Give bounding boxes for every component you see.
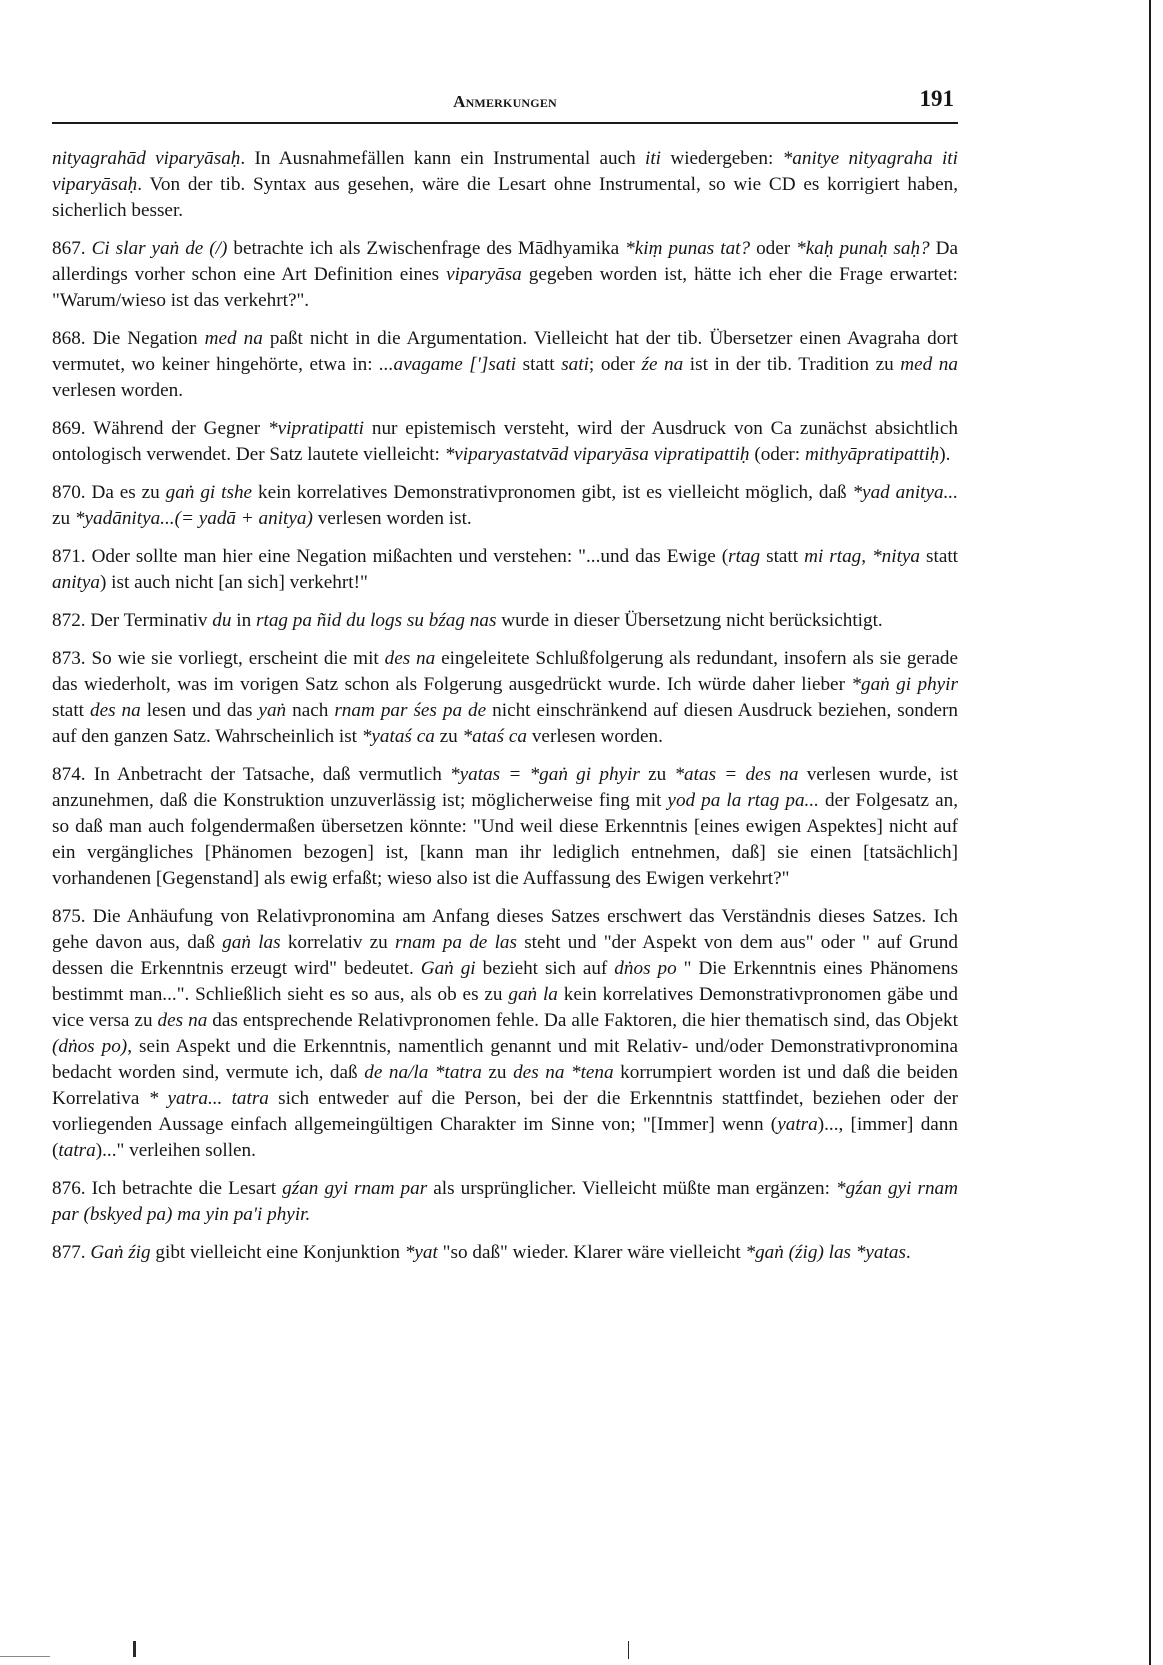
italic-term: viparyāsa: [446, 264, 522, 285]
note-text: Die Anhäufung von Relativpronomina am Anfang dieses Satzes erschwert das Verständnis dieses Satzes. Ich gehe davon aus, daß: [52, 906, 959, 953]
italic-term: de na/la *tatra: [364, 1062, 482, 1083]
note-text: paßt nicht in die Argumentation. Vielleicht hat der tib. Übersetzer einen Avagraha dort vermutet, wo keiner hingehörte, etwa in:: [52, 328, 959, 375]
note-text: nicht einschränkend auf diesen Ausdruck beziehen, sondern auf den ganzen Satz. Wahrscheinlich ist: [52, 700, 958, 747]
italic-term: rnam par śes pa de: [334, 700, 487, 721]
note-paragraph: [52, 146, 958, 224]
note-paragraph: [52, 608, 958, 634]
italic-term: źe na: [641, 354, 684, 375]
note-text: zu: [52, 508, 75, 529]
italic-term: des na: [89, 700, 141, 721]
note-text: Während der Gegner: [93, 418, 269, 439]
note-text: gegeben worden ist, hätte ich eher die Frage erwartet: "Warum/wieso ist das verkehrt?".: [52, 264, 958, 311]
note-text: nach: [286, 700, 335, 721]
note-text: als ursprünglicher. Vielleicht müßte man ergänzen:: [427, 1178, 837, 1199]
note-text: korrelativ zu: [280, 932, 396, 953]
note-text: (oder:: [749, 444, 805, 465]
note-paragraph: [52, 762, 958, 892]
italic-term: dṅos po: [614, 958, 677, 979]
italic-term: des na *tena: [513, 1062, 614, 1083]
note-number: 870.: [52, 482, 86, 503]
note-paragraph: [52, 1240, 958, 1266]
note-paragraph: [52, 416, 958, 468]
note-text: der Folgesatz an, so daß man auch folgendermaßen übersetzen könnte: "Und weil diese Erkenntnis [eines ewigen Aspektes] nicht auf ein vergängliches [Phänomen bezogen] ist, [kann man ihr lediglich entnehmen, daß] sie einen [tatsächlich] vorhandenen [Gegenstand] als ewig erfaßt; wieso also ist die Auffassung des Ewigen verkehrt?": [52, 790, 958, 889]
italic-term: des na: [157, 1010, 208, 1031]
note-paragraph: [52, 904, 958, 1164]
italic-term: *anitye nityagraha iti viparyāsaḥ: [52, 148, 958, 195]
note-text: "so daß" wieder. Klarer wäre vielleicht: [437, 1242, 746, 1263]
note-text: kein korrelatives Demonstrativpronomen gäbe und vice versa zu: [52, 984, 958, 1031]
note-number: 875.: [52, 906, 86, 927]
italic-term: sati: [561, 354, 589, 375]
note-text: verlesen worden.: [52, 380, 184, 401]
italic-term: (dṅos po): [52, 1036, 128, 1057]
note-text: kein korrelatives Demonstrativpronomen gibt, ist es vielleicht möglich, daß: [252, 482, 853, 503]
italic-term: med na: [204, 328, 263, 349]
note-text: das entsprechende Relativpronomen fehle. Da alle Faktoren, die hier thematisch sind, das Objekt: [207, 1010, 958, 1031]
italic-term: tatra: [58, 1140, 96, 1161]
note-text: wiedergeben:: [661, 148, 783, 169]
note-paragraph: [52, 236, 958, 314]
note-text: ).: [939, 444, 951, 465]
note-text: oder: [750, 238, 797, 259]
note-text: Oder sollte man hier eine Negation mißachten und verstehen: "...und das Ewige (: [91, 546, 729, 567]
italic-term: yod pa la rtag pa...: [667, 790, 819, 811]
note-text: Die Negation: [92, 328, 205, 349]
note-number: 874.: [52, 764, 86, 785]
note-text: lesen und das: [140, 700, 259, 721]
page-header: [52, 86, 958, 124]
note-paragraph: [52, 544, 958, 596]
italic-term: *atas = des na: [674, 764, 799, 785]
note-text: ) ist auch nicht [an sich] verkehrt!": [99, 572, 368, 593]
note-number: 877.: [52, 1242, 86, 1263]
italic-term: * yatra... tatra: [148, 1088, 269, 1109]
note-number: 876.: [52, 1178, 86, 1199]
note-text: eingeleitete Schlußfolgerung als redundant, insofern als sie gerade das wiederholt, was im vorigen Satz schon als Folgerung ausgedrückt wurde. Ich würde daher lieber: [52, 648, 959, 695]
scan-footer-marks: [0, 1625, 1163, 1665]
note-text: . Von der tib. Syntax aus gesehen, wäre die Lesart ohne Instrumental, so wie CD es korrigiert haben, sicherlich besser.: [52, 174, 958, 221]
note-text: nur epistemisch versteht, wird der Ausdruck von Ca zunächst absichtlich ontologisch verwendet. Der Satz lautete vielleicht:: [52, 418, 959, 465]
note-text: in: [231, 610, 257, 631]
italic-term: yaṅ: [258, 700, 287, 721]
note-number: 868.: [52, 328, 86, 349]
note-text: betrachte ich als Zwischenfrage des Mādhyamika: [227, 238, 626, 259]
note-text: ist in der tib. Tradition zu: [683, 354, 901, 375]
italic-term: *kiṃ punas tat?: [625, 238, 751, 259]
italic-term: *yat: [404, 1242, 438, 1263]
italic-term: *yad anitya...: [852, 482, 958, 503]
note-text: )..., [immer] dann (: [52, 1114, 958, 1161]
note-text: Da allerdings vorher schon eine Art Definition eines: [52, 238, 959, 285]
note-text: verlesen wurde, ist anzunehmen, daß die Konstruktion unzuverlässig ist; möglicherweise fing mit: [52, 764, 958, 811]
italic-term: Gaṅ źig: [90, 1242, 151, 1263]
italic-term: des na: [384, 648, 436, 669]
page-edge-line: [1149, 0, 1151, 1665]
note-text: sich entweder auf die Person, bei der die Erkenntnis stattfindet, beziehen oder der vorliegenden Aussage einfach allgemeingültigen Charakter im Sinne von; "[Immer] wenn (: [52, 1088, 958, 1135]
note-text: Ich betrachte die Lesart: [91, 1178, 283, 1199]
italic-term: mi rtag: [804, 546, 862, 567]
italic-term: *gaṅ gi phyir: [851, 674, 958, 695]
note-text: wurde in dieser Übersetzung nicht berücksichtigt.: [496, 610, 883, 631]
note-text: statt: [920, 546, 959, 567]
italic-term: nityagrahād viparyāsaḥ: [52, 148, 241, 169]
italic-term: *kaḥ punaḥ saḥ?: [796, 238, 930, 259]
page-number: 191: [919, 86, 954, 111]
italic-term: mithyāpratipattiḥ: [804, 444, 940, 465]
note-text: zu: [481, 1062, 514, 1083]
note-text: In Anbetracht der Tatsache, daß vermutlich: [93, 764, 451, 785]
italic-term: med na: [900, 354, 958, 375]
note-number: 872.: [52, 610, 86, 631]
italic-term: *yadānitya...(= yadā + anitya): [74, 508, 313, 529]
note-number: 867.: [52, 238, 86, 259]
note-text: verlesen worden ist.: [312, 508, 472, 529]
note-text: statt: [516, 354, 562, 375]
note-text: ,: [861, 546, 873, 567]
note-text: .: [905, 1242, 911, 1263]
italic-term: *yataś ca: [361, 726, 435, 747]
note-text: verlesen worden.: [527, 726, 663, 747]
italic-term: rnam pa de las: [395, 932, 517, 953]
note-text: " Die Erkenntnis eines Phänomens bestimmt man...". Schließlich sieht es so aus, als ob es zu: [52, 958, 959, 1005]
italic-term: *vipratipatti: [268, 418, 364, 439]
note-text: So wie sie vorliegt, erscheint die mit: [91, 648, 385, 669]
note-text: )..." verleihen sollen.: [95, 1140, 256, 1161]
note-text: Da es zu: [91, 482, 166, 503]
note-paragraph: [52, 1176, 958, 1228]
italic-term: *ataś ca: [462, 726, 528, 747]
italic-term: rtag: [728, 546, 761, 567]
note-paragraph: [52, 646, 958, 750]
note-text: zu: [434, 726, 463, 747]
running-head: Anmerkungen: [453, 92, 557, 111]
note-paragraph: [52, 480, 958, 532]
note-text: Der Terminativ: [90, 610, 213, 631]
note-text: ; oder: [588, 354, 642, 375]
note-text: steht und "der Aspekt von dem aus" oder " auf Grund dessen die Erkenntnis erzeugt wird" bedeutet.: [52, 932, 958, 979]
note-text: statt: [52, 700, 90, 721]
note-text: , sein Aspekt und die Erkenntnis, namentlich genannt und mit Relativ- und/oder Demonstrativpronomina bedacht worden sind, vermute ich, daß: [52, 1036, 958, 1083]
note-paragraph: [52, 326, 958, 404]
italic-term: gaṅ la: [508, 984, 558, 1005]
scan-mark: [628, 1641, 629, 1659]
italic-term: gaṅ las: [222, 932, 281, 953]
italic-term: *viparyastatvād viparyāsa vipratipattiḥ: [444, 444, 750, 465]
italic-term: yatra: [777, 1114, 818, 1135]
italic-term: Gaṅ gi: [420, 958, 476, 979]
scan-mark: [133, 1641, 136, 1657]
italic-term: *yatas = *gaṅ gi phyir: [450, 764, 640, 785]
italic-term: *gźan gyi rnam par (bskyed pa) ma yin pa'i phyir.: [52, 1178, 958, 1225]
note-number: 869.: [52, 418, 86, 439]
note-number: 873.: [52, 648, 86, 669]
notes-body: [52, 146, 958, 1278]
italic-term: rtag pa ñid du logs su bźag nas: [256, 610, 497, 631]
note-text: bezieht sich auf: [475, 958, 615, 979]
note-text: . In Ausnahmefällen kann ein Instrumental auch: [240, 148, 646, 169]
scan-mark: [0, 1656, 50, 1657]
note-text: gibt vielleicht eine Konjunktion: [150, 1242, 405, 1263]
italic-term: iti: [645, 148, 662, 169]
italic-term: ...avagame [']sati: [379, 354, 517, 375]
note-text: korrumpiert worden ist und daß die beiden Korrelativa: [52, 1062, 958, 1109]
italic-term: Ci slar yaṅ de (/): [91, 238, 228, 259]
note-number: 871.: [52, 546, 86, 567]
note-text: statt: [760, 546, 805, 567]
italic-term: gaṅ gi tshe: [165, 482, 253, 503]
italic-term: anitya: [52, 572, 100, 593]
italic-term: *nitya: [872, 546, 921, 567]
italic-term: du: [212, 610, 232, 631]
italic-term: gźan gyi rnam par: [282, 1178, 428, 1199]
note-text: zu: [639, 764, 675, 785]
italic-term: *gaṅ (źig) las *yatas: [745, 1242, 906, 1263]
